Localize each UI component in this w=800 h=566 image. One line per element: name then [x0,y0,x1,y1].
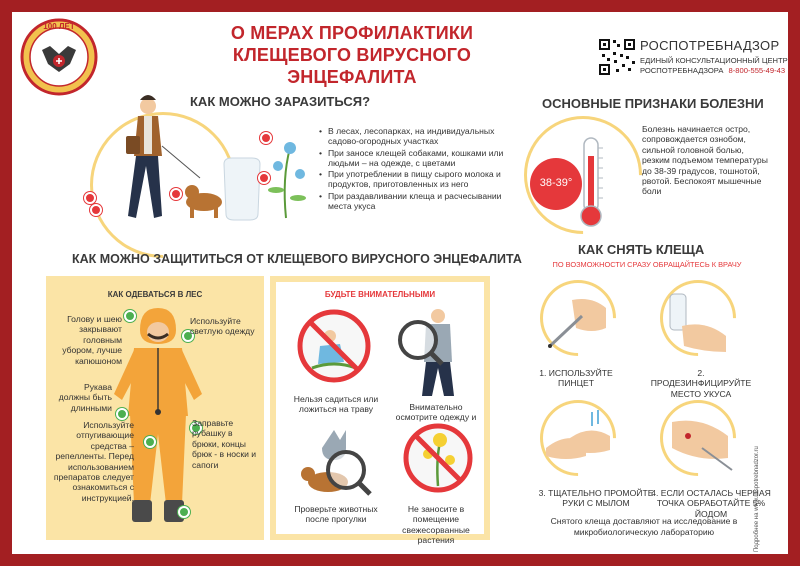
org-contact [640,66,785,75]
remove-step-1: 1. ИСПОЛЬЗУЙТЕ ПИНЦЕТ [539,368,613,389]
tick-marker-pin [170,188,182,200]
wash-hands-icon [540,408,616,474]
dress-marker-pin [116,408,128,420]
symptoms-heading: ОСНОВНЫЕ ПРИЗНАКИ БОЛЕЗНИ [542,96,764,111]
dress-marker-pin [144,436,156,448]
website-note[interactable]: Подробнее на www.rospotrebnadzor.ru [754,446,760,552]
symptoms-text: Болезнь начинается остро, сопровождается ознобом, сильной головной болью, резким подъемом температуры до 38-39 градусов, тошнотой, рвотой. Беспокоят мышечные боли [642,124,768,197]
org-line-2: РОСПОТРЕБНАДЗОРА [640,66,724,75]
careful-inspect-caption: Внимательно осмотрите одежду и [395,402,477,423]
inspect-clothes-icon [392,302,476,398]
logo-text: 100 ЛЕТ [43,22,75,31]
title-line-2: КЛЕЩЕВОГО ВИРУСНОГО ЭНЦЕФАЛИТА [232,45,472,87]
tick-marker-pin [84,192,96,204]
infection-item: • При заносе клещей собаками, кошками или людьми – на одежде, с цветами [328,148,518,169]
no-sitting-on-grass-icon [294,306,374,386]
careful-pets-caption: Проверьте животных после прогулки [294,504,378,525]
tick-marker-pin [258,172,270,184]
dress-sleeves-tip: Рукава должны быть длинными [58,382,112,413]
remove-subheading: ПО ВОЗМОЖНОСТИ СРАЗУ ОБРАЩАЙТЕСЬ К ВРАЧУ [552,260,742,269]
infection-item: • При раздавливании клеща и расчесывании места укуса [328,191,518,212]
iodine-treatment-icon [662,408,738,474]
title-line-1: О МЕРАХ ПРОФИЛАКТИКИ [230,23,474,43]
poster [12,12,788,554]
no-fresh-plants-icon [400,420,476,496]
check-pets-icon [294,424,380,504]
tick-marker-pin [260,132,272,144]
disinfect-bite-icon [662,286,732,356]
remove-step-3: 3. ТЩАТЕЛЬНО ПРОМОЙТЕ РУКИ С МЫЛОМ [538,488,654,509]
careful-heading: БУДЬТЕ ВНИМАТЕЛЬНЫМИ [324,290,436,299]
remove-heading: КАК СНЯТЬ КЛЕЩА [578,242,705,257]
remove-step-4: 4. ЕСЛИ ОСТАЛАСЬ ЧЕРНАЯ ТОЧКА ОБРАБОТАЙТЕ 5% ЙОДОМ [651,488,771,519]
dress-head-tip: Голову и шею закрывают головным убором, лучше капюшоном [62,314,122,366]
infection-list [318,126,518,212]
dress-heading: КАК ОДЕВАТЬСЯ В ЛЕС [107,290,203,299]
infection-heading: КАК МОЖНО ЗАРАЗИТЬСЯ? [190,94,371,109]
dress-light-tip: Используйте светлую одежду [190,316,255,337]
remove-footer: Снятого клеща доставляют на исследование в микробиологическую лабораторию [550,516,738,537]
dress-tuck-tip: Заправьте рубашку в брюки, концы брюк - в носки и сапоги [192,418,257,470]
org-phone[interactable]: 8-800-555-49-43 [728,66,786,75]
org-line-1: ЕДИНЫЙ КОНСУЛЬТАЦИОННЫЙ ЦЕНТР [640,56,788,65]
dress-marker-pin [124,310,136,322]
page-title [182,22,522,88]
protect-heading: КАК МОЖНО ЗАЩИТИТЬСЯ ОТ КЛЕЩЕВОГО ВИРУСНОГО ЭНЦЕФАЛИТА [72,252,522,266]
tick-marker-pin [90,204,102,216]
careful-sit-caption: Нельзя садиться или ложиться на траву [293,394,379,415]
temperature-label: 38-39° [539,177,573,189]
dress-marker-pin [178,506,190,518]
dress-repellent-tip: Используйте отпугивающие средства – репелленты. Перед использованием препаратов следует ознакомиться с инструкцией. [53,420,134,503]
remove-step-2: 2. ПРОДЕЗИНФИЦИРУЙТЕ МЕСТО УКУСА [650,368,752,399]
infection-illustration [100,86,310,226]
infection-item: • При употреблении в пищу сырого молока и продуктов, приготовленных из него [328,169,518,190]
careful-plants-caption: Не заносите в помещение свежесорванные растения [402,504,470,546]
tweezers-hand-icon [542,286,612,356]
qr-code [598,38,636,76]
infection-item: • В лесах, лесопарках, на индивидуальных садово-огородных участках [328,126,518,147]
org-name: РОСПОТРЕБНАДЗОР [640,38,780,53]
